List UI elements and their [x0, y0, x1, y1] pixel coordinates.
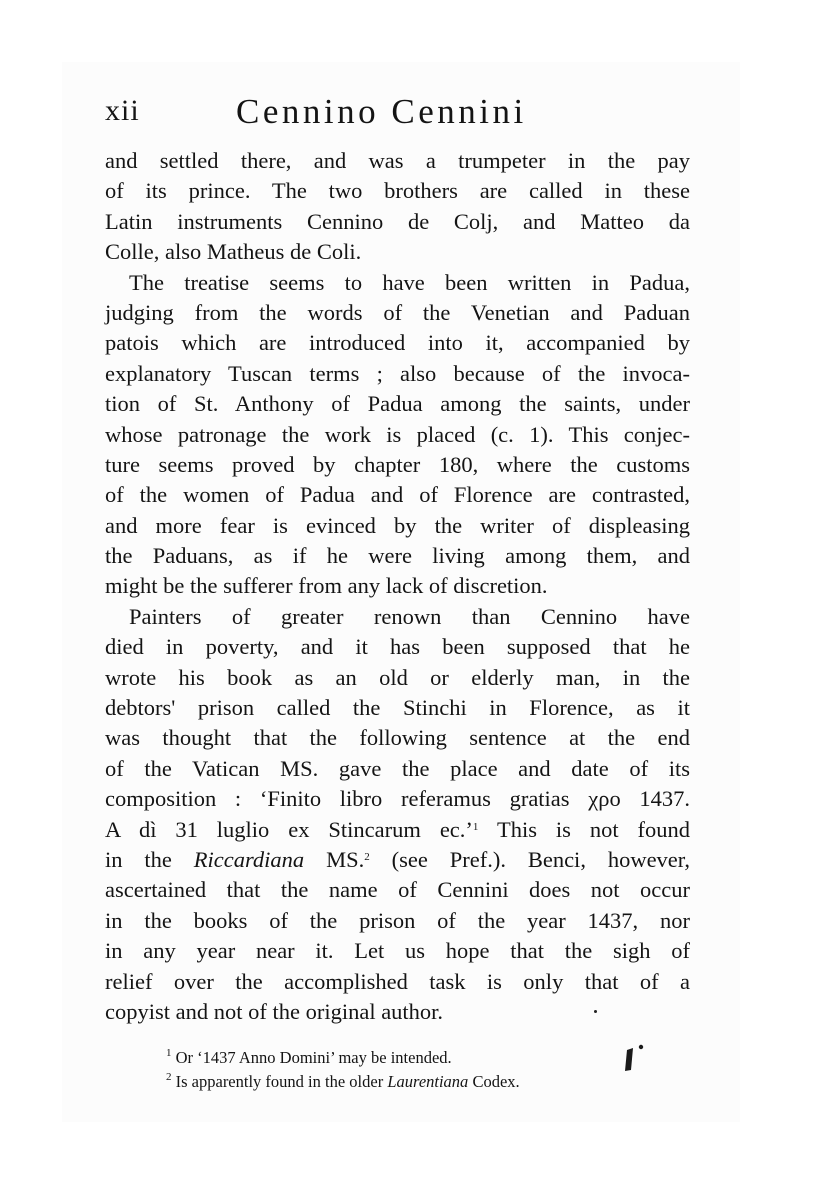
text-line: patois which are introduced into it, accompanied by — [105, 330, 690, 356]
text-line: ascertained that the name of Cennini does not occur — [105, 877, 690, 903]
text-line: and more fear is evinced by the writer of displeasing — [105, 512, 690, 538]
footnote-italic: Laurentiana — [387, 1072, 469, 1091]
footnote-text: Codex. — [472, 1072, 520, 1091]
text-line: in the books of the prison of the year 1437, nor — [105, 907, 690, 933]
page-header — [105, 92, 705, 140]
text-line: copyist and not of the original author. — [105, 998, 444, 1024]
footnote-marker: 1 — [166, 1047, 172, 1059]
text-line: The treatise seems to have been written in Padua, — [129, 269, 690, 295]
ink-speck — [594, 1010, 597, 1013]
footnotes — [166, 1046, 636, 1094]
text-fragment: A dì 31 luglio ex Stincarum ec.’ — [105, 816, 473, 842]
text-fragment: MS. — [326, 846, 365, 872]
text-line — [105, 845, 690, 875]
text-line: of the women of Padua and of Florence are contrasted, — [105, 482, 690, 508]
footnote — [166, 1046, 636, 1070]
running-title: Cennino Cennini — [236, 92, 527, 131]
text-fragment: (see Pref.). Benci, however, — [391, 846, 691, 872]
italic-title: Riccardiana — [193, 846, 305, 872]
text-fragment: This is not found — [496, 816, 690, 842]
text-line: relief over the accomplished task is only that of a — [105, 968, 690, 994]
text-line: composition : ‘Finito libro referamus gratias χρο 1437. — [105, 786, 690, 812]
text-line: the Paduans, as if he were living among them, and — [105, 543, 690, 569]
text-line: in any year near it. Let us hope that the sigh of — [105, 938, 690, 964]
footnote-text: Or ‘1437 Anno Domini’ may be intended. — [175, 1048, 452, 1067]
ink-blot-mark — [622, 1044, 646, 1074]
text-line: Colle, also Matheus de Coli. — [105, 239, 362, 265]
text-line: debtors' prison called the Stinchi in Florence, as it — [105, 695, 690, 721]
text-line: judging from the words of the Venetian and Paduan — [105, 299, 690, 325]
text-line: whose patronage the work is placed (c. 1). This conjec- — [105, 421, 690, 447]
footnote-text: Is apparently found in the older — [175, 1072, 384, 1091]
text-line: ture seems proved by chapter 180, where the customs — [105, 451, 690, 477]
body-text — [105, 146, 690, 1027]
text-fragment: in the — [105, 846, 172, 872]
text-line: died in poverty, and it has been supposed that he — [105, 634, 690, 660]
text-line: and settled there, and was a trumpeter in the pay — [105, 148, 690, 173]
text-line: was thought that the following sentence at the end — [105, 725, 690, 751]
text-line: explanatory Tuscan terms ; also because of the invoca- — [105, 360, 690, 386]
page-number: xii — [105, 94, 140, 127]
text-line: wrote his book as an old or elderly man, in the — [105, 664, 690, 690]
text-line — [105, 815, 690, 845]
footnote-marker: 2 — [166, 1071, 172, 1083]
text-line: Latin instruments Cennino de Colj, and Matteo da — [105, 208, 690, 234]
text-line: of its prince. The two brothers are called in these — [105, 178, 690, 204]
text-line: of the Vatican MS. gave the place and date of its — [105, 755, 690, 781]
footnote — [166, 1070, 636, 1094]
footnote-ref: 1 — [472, 820, 479, 833]
text-line: might be the sufferer from any lack of discretion. — [105, 573, 548, 599]
text-line: tion of St. Anthony of Padua among the saints, under — [105, 391, 690, 417]
footnote-ref: 2 — [364, 850, 370, 863]
text-line: Painters of greater renown than Cennino have — [129, 603, 690, 629]
